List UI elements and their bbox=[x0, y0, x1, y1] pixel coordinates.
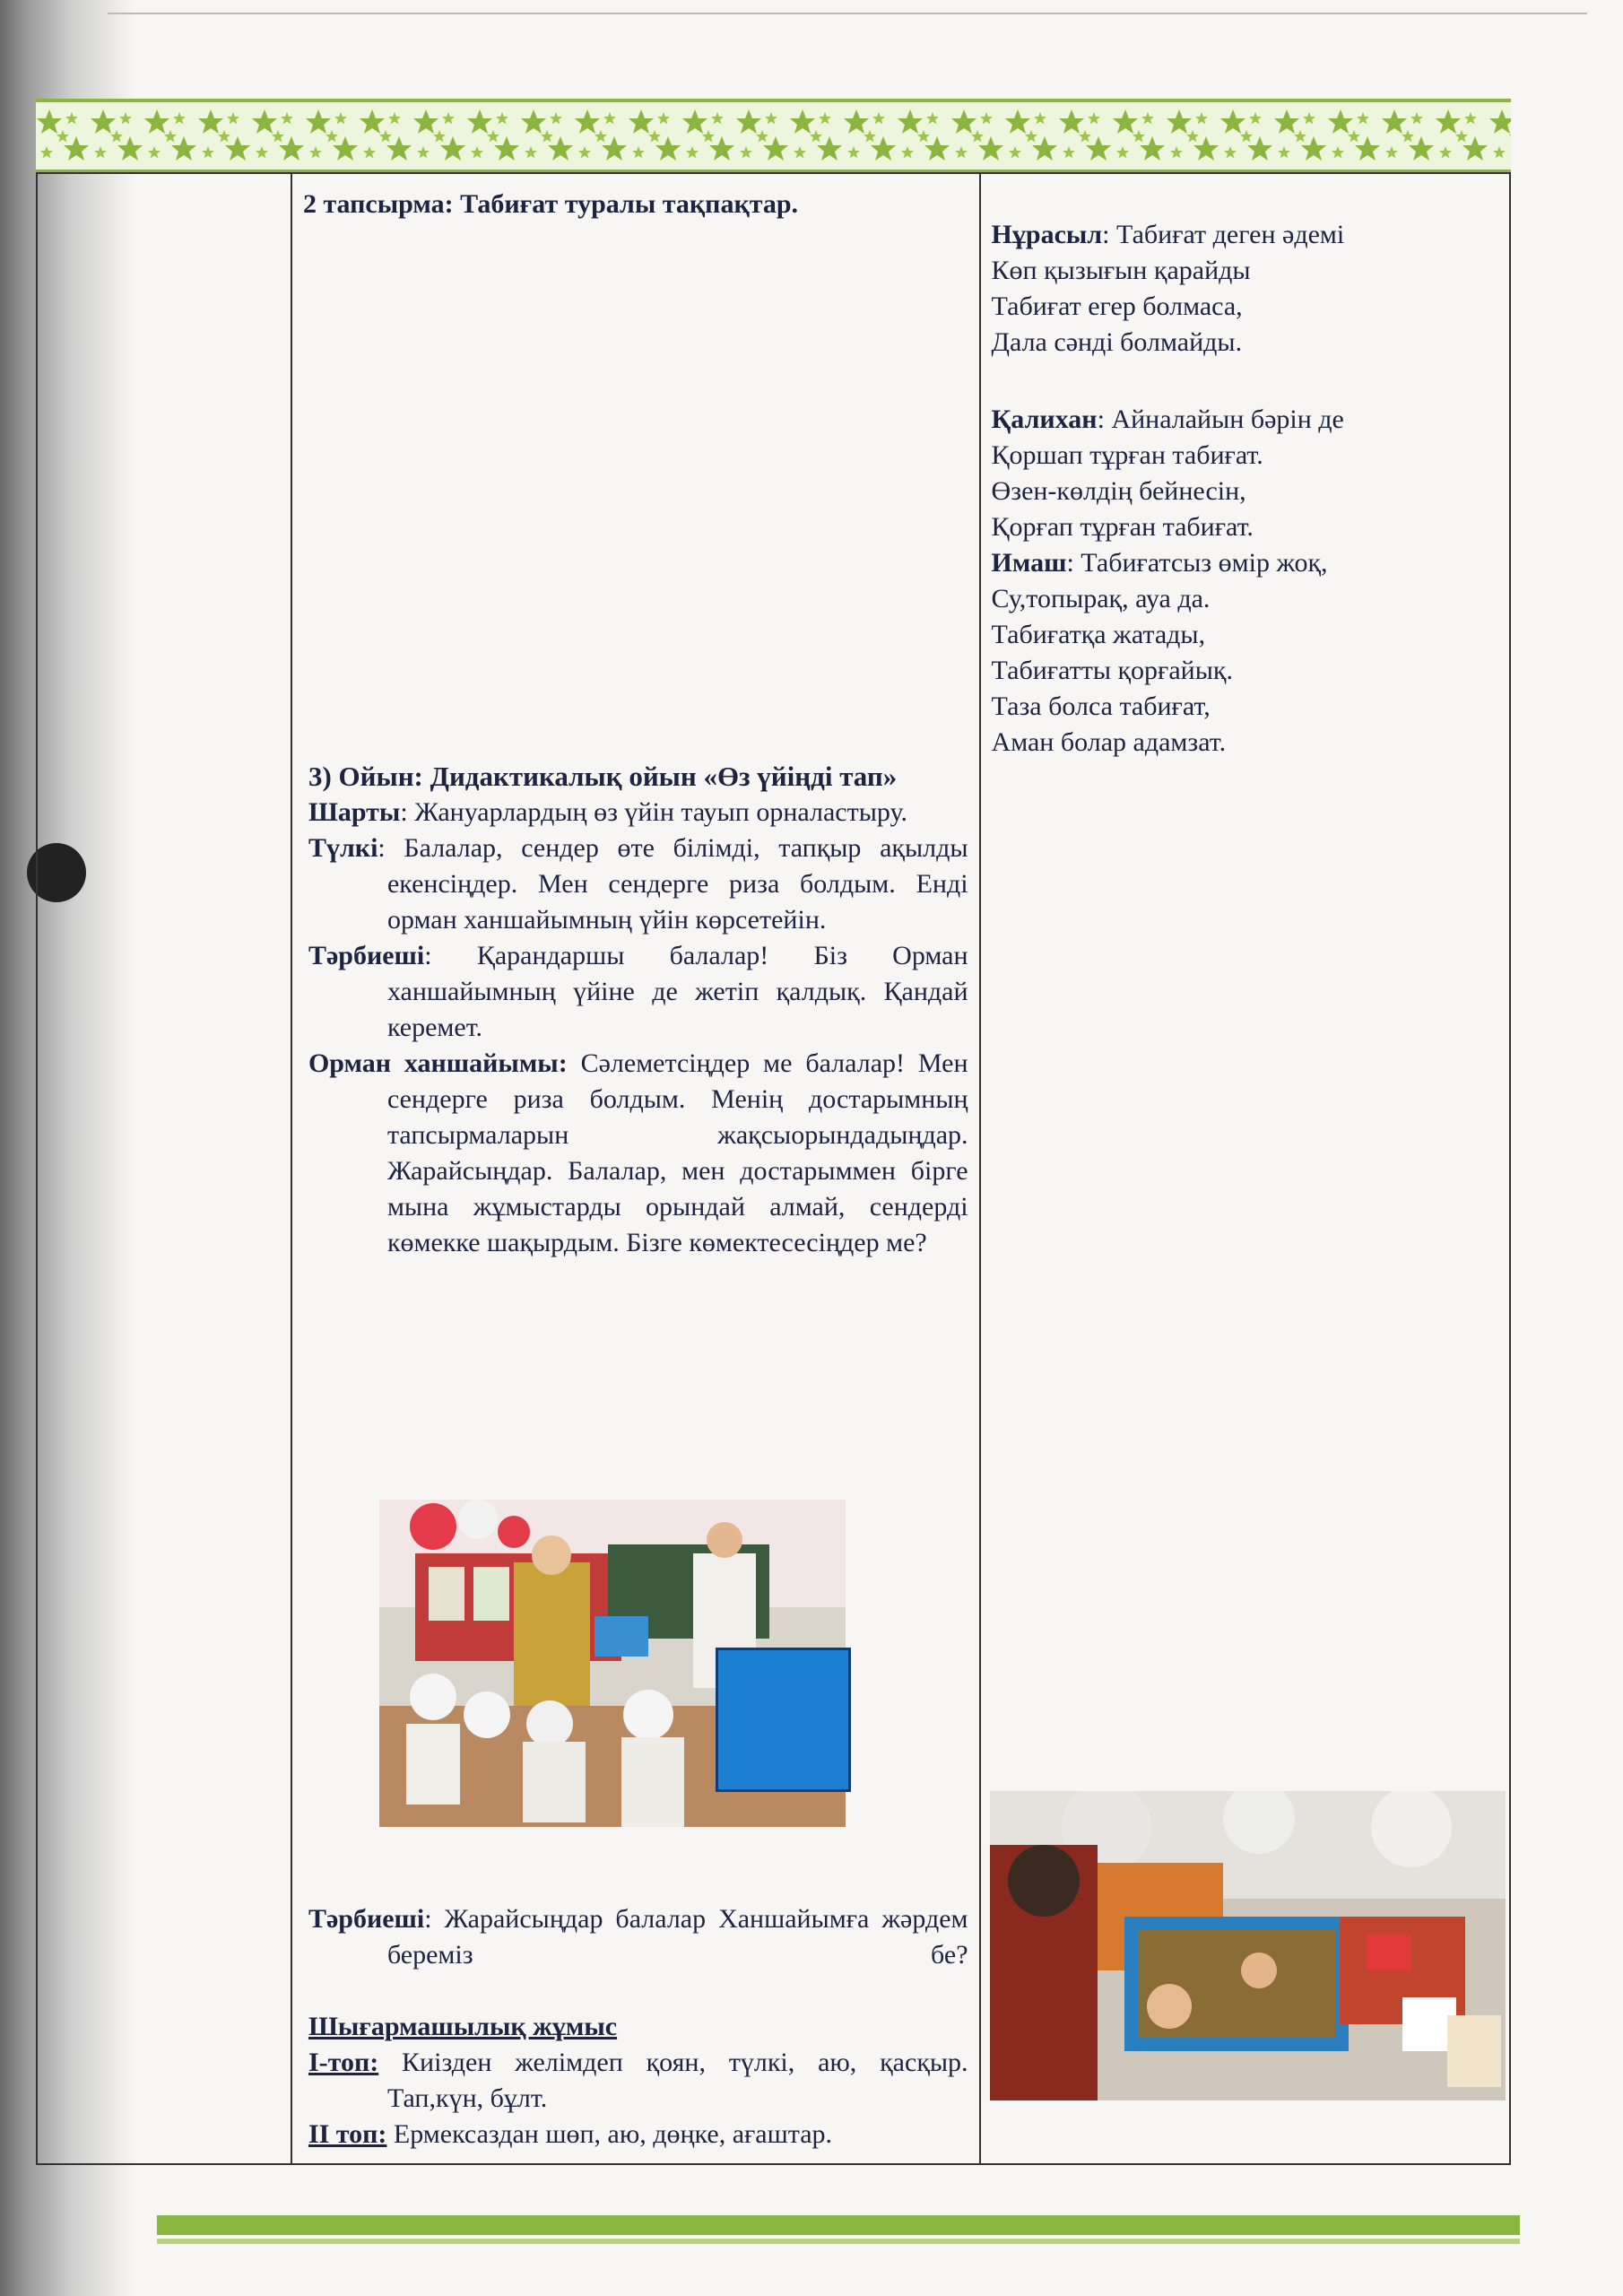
poem-line: Қорғап тұрған табиғат. bbox=[991, 512, 1254, 542]
poem-line: Табиғатқа жатады, bbox=[991, 620, 1206, 649]
task2-title: 2 тапсырма: Табиғат туралы тақпақтар. bbox=[302, 189, 799, 219]
poem-speaker: Нұрасыл bbox=[991, 220, 1103, 249]
teacher-prompt-text: Жарайсыңдар балалар Ханшайымға жәрдем береміз бе? bbox=[386, 1904, 968, 1970]
poem-line: Табиғат егер болмаса, bbox=[991, 291, 1243, 321]
queen-text: Сәлеметсіңдер ме балалар! Мен сендерге риза болдым. Менің достарымның тапсырмаларын жақсыорындадыңдар. Жарайсыңдар. Балалар, мен достарыммен бірге мына жұмыстарды орындай алмай, сендерді көмекке шақырдым. Бізге көмектесесіңдер ме? bbox=[386, 1048, 968, 1257]
dialogue-fox: Түлкі: Балалар, сендер өте білімді, тапқыр ақылды екенсіңдер. Мен сендерге риза болдым. Енді орман ханшайымның үйін көрсетейін. bbox=[308, 833, 968, 935]
poem-speaker: Имаш bbox=[991, 548, 1067, 578]
conditions-text: Жануарлардың өз үйін тауып орналастыру. bbox=[414, 797, 907, 827]
poem-line: Табиғатты қорғайық. bbox=[991, 656, 1233, 685]
poem-line: Қоршап тұрған табиғат. bbox=[991, 440, 1263, 470]
star-pattern bbox=[36, 102, 1511, 170]
game-title: 3) Ойын: Дидактикалық ойын «Өз үйіңді тап» bbox=[308, 761, 898, 792]
poem-line: Имаш: Табиғатсыз өмір жоқ, bbox=[991, 548, 1328, 578]
speaker-teacher: Тәрбиеші bbox=[308, 941, 425, 970]
group-2-label: ІІ топ: bbox=[308, 2119, 387, 2149]
poem-line: Су,топырақ, ауа да. bbox=[991, 584, 1211, 613]
blue-square-overlay bbox=[716, 1648, 851, 1792]
poem-line: Аман болар адамзат. bbox=[991, 727, 1227, 757]
poem-kalikhan bbox=[992, 402, 1500, 545]
children-column bbox=[980, 173, 1510, 2164]
poem-text: Табиғат деген әдемі bbox=[1115, 220, 1345, 249]
poem-line: Көп қызығын қарайды bbox=[991, 256, 1251, 285]
stage-column bbox=[37, 173, 291, 2164]
conditions-label: Шарты bbox=[308, 797, 401, 827]
poem-text: Айналайын бәрін де bbox=[1111, 404, 1344, 434]
speaker-queen: Орман ханшайымы: bbox=[308, 1048, 568, 1078]
poem-nurasyl bbox=[992, 217, 1500, 361]
photo-forest-queen bbox=[379, 1500, 846, 1827]
dialogue-queen bbox=[308, 1046, 968, 1261]
poem-line: Өзен-көлдің бейнесін, bbox=[991, 476, 1246, 506]
poem-line: Қалихан: Айналайын бәрін де bbox=[991, 404, 1344, 434]
lesson-table bbox=[36, 172, 1511, 2165]
game-conditions: Шарты: Жануарлардың өз үйін тауып орналастыру. bbox=[308, 797, 907, 827]
teacher-column bbox=[291, 173, 980, 2164]
photo-creative-work bbox=[990, 1791, 1506, 2100]
teacher-prompt: Тәрбиеші: Жарайсыңдар балалар Ханшайымға жәрдем береміз бе? bbox=[308, 1904, 968, 1970]
speaker-fox: Түлкі bbox=[308, 833, 378, 863]
page-top-edge bbox=[108, 13, 1587, 14]
dialogue-teacher: Тәрбиеші: Қарандаршы балалар! Біз Орман ханшайымның үйіне де жетіп қалдық. Қандай керемет. bbox=[308, 941, 968, 1042]
poem-text: Табиғатсыз өмір жоқ, bbox=[1081, 548, 1328, 578]
speaker-teacher-2: Тәрбиеші bbox=[308, 1904, 425, 1934]
poem-imash bbox=[992, 545, 1500, 761]
poem-line: Нұрасыл: Табиғат деген әдемі bbox=[991, 220, 1345, 249]
group-2-text: Ермексаздан шөп, аю, дөңке, ағаштар. bbox=[393, 2119, 833, 2149]
group-1-text: Киізден желімдеп қоян, түлкі, аю, қасқыр. Тап,күн, бұлт. bbox=[386, 2048, 968, 2113]
star-border-top bbox=[36, 99, 1511, 173]
group-1-label: І-топ: bbox=[308, 2048, 379, 2077]
poem-speaker: Қалихан bbox=[991, 404, 1098, 434]
poem-line: Таза болса табиғат, bbox=[991, 691, 1211, 721]
green-border-bottom bbox=[157, 2215, 1520, 2235]
poem-line: Дала сәнді болмайды. bbox=[991, 327, 1243, 357]
fox-text: Балалар, сендер өте білімді, тапқыр ақылды екенсіңдер. Мен сендерге риза болдым. Енді орман ханшайымның үйін көрсетейін. bbox=[386, 833, 968, 935]
green-border-bottom-light bbox=[157, 2239, 1520, 2244]
group-2 bbox=[308, 2117, 968, 2152]
children-working-image bbox=[990, 1791, 1506, 2100]
group-1 bbox=[308, 2045, 968, 2117]
creative-title: Шығармашылық жұмыс bbox=[308, 2012, 618, 2041]
teacher-text: Қарандаршы балалар! Біз Орман ханшайымның үйіне де жетіп қалдық. Қандай керемет. bbox=[386, 941, 968, 1042]
